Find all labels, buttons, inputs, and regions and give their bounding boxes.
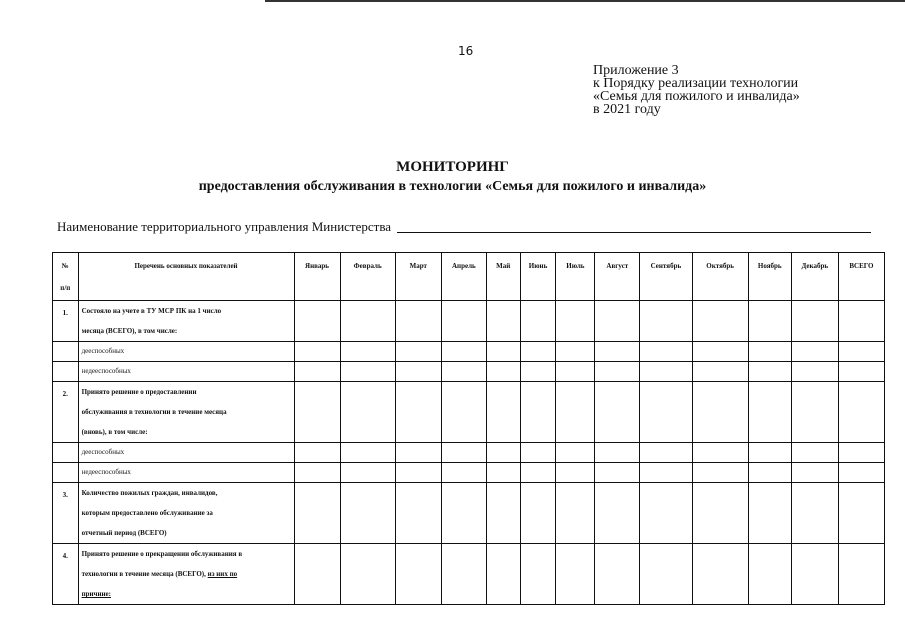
department-fill-line [397, 232, 871, 233]
header-indicator: Перечень основных показателей [78, 253, 294, 301]
header-number-label: п/п [60, 284, 71, 292]
indicator-line: обслуживания в технологии в течение месяца [81, 408, 227, 416]
value-cell[interactable] [340, 362, 395, 382]
indicator-line: Принято решение о прекращении обслуживания в [81, 550, 243, 558]
value-cell[interactable] [441, 544, 486, 605]
value-cell[interactable] [294, 382, 340, 443]
value-cell[interactable] [520, 483, 556, 544]
value-cell[interactable] [556, 463, 595, 483]
department-label: Наименование территориального управления Министерства [57, 219, 392, 234]
indicator-line: (вновь), в том числе: [81, 428, 148, 436]
value-cell[interactable] [486, 443, 520, 463]
value-cell[interactable] [838, 443, 884, 463]
value-cell[interactable] [395, 342, 441, 362]
header-number-sign: № [61, 262, 69, 270]
indicator-line-underlined: причине: [81, 590, 111, 598]
value-cell[interactable] [340, 342, 395, 362]
value-cell[interactable] [441, 463, 486, 483]
monitoring-table [52, 252, 885, 605]
value-cell[interactable] [838, 544, 884, 605]
value-cell[interactable] [441, 301, 486, 342]
table-row [53, 342, 885, 362]
value-cell[interactable] [486, 301, 520, 342]
value-cell[interactable] [441, 362, 486, 382]
table-row [53, 301, 885, 342]
value-cell[interactable] [595, 301, 640, 342]
value-cell[interactable] [395, 443, 441, 463]
value-cell[interactable] [441, 443, 486, 463]
indicator-line: Состояло на учете в ТУ МСР ПК на 1 число [81, 307, 222, 315]
value-cell[interactable] [340, 483, 395, 544]
value-cell[interactable] [340, 443, 395, 463]
value-cell[interactable] [640, 382, 692, 443]
scan-top-edge [265, 0, 905, 2]
value-cell[interactable] [791, 382, 838, 443]
indicator-line: отчетный период (ВСЕГО) [81, 529, 167, 537]
value-cell[interactable] [395, 382, 441, 443]
header-month: Сентябрь [640, 253, 692, 301]
value-cell[interactable] [294, 301, 340, 342]
header-month: Май [486, 253, 520, 301]
value-cell[interactable] [595, 483, 640, 544]
value-cell[interactable] [340, 382, 395, 443]
header-month: Апрель [441, 253, 486, 301]
value-cell[interactable] [838, 483, 884, 544]
value-cell[interactable] [294, 544, 340, 605]
value-cell[interactable] [640, 342, 692, 362]
value-cell[interactable] [294, 463, 340, 483]
value-cell[interactable] [748, 443, 791, 463]
value-cell[interactable] [520, 382, 556, 443]
value-cell[interactable] [395, 362, 441, 382]
value-cell[interactable] [395, 301, 441, 342]
value-cell[interactable] [486, 362, 520, 382]
value-cell[interactable] [395, 483, 441, 544]
row-number [53, 362, 79, 382]
value-cell[interactable] [556, 382, 595, 443]
header-month: Март [395, 253, 441, 301]
header-month: Октябрь [692, 253, 748, 301]
value-cell[interactable] [640, 443, 692, 463]
table-row [53, 463, 885, 483]
value-cell[interactable] [595, 463, 640, 483]
appendix-line: к Порядку реализации технологии [593, 76, 799, 91]
indicator-line: месяца (ВСЕГО), в том числе: [81, 327, 178, 335]
value-cell[interactable] [640, 301, 692, 342]
indicator-sub-cell: недееспособных [78, 463, 294, 483]
value-cell[interactable] [556, 443, 595, 463]
value-cell[interactable] [441, 382, 486, 443]
table-row [53, 362, 885, 382]
appendix-line: в 2021 году [593, 102, 661, 117]
value-cell[interactable] [595, 544, 640, 605]
value-cell[interactable] [748, 342, 791, 362]
value-cell[interactable] [520, 362, 556, 382]
document-subtitle: предоставления обслуживания в технологии «Семья для пожилого и инвалида» [198, 179, 707, 194]
document-title: МОНИТОРИНГ [396, 159, 509, 175]
value-cell[interactable] [441, 342, 486, 362]
value-cell[interactable] [791, 362, 838, 382]
indicator-text: технологии в течение месяца (ВСЕГО), [81, 570, 208, 578]
value-cell[interactable] [748, 483, 791, 544]
value-cell[interactable] [791, 544, 838, 605]
value-cell[interactable] [395, 544, 441, 605]
row-number: 2. [53, 382, 79, 443]
value-cell[interactable] [340, 301, 395, 342]
table-row [53, 382, 885, 443]
value-cell[interactable] [595, 382, 640, 443]
value-cell[interactable] [838, 382, 884, 443]
indicator-cell [78, 483, 294, 544]
value-cell[interactable] [294, 342, 340, 362]
value-cell[interactable] [486, 483, 520, 544]
value-cell[interactable] [748, 544, 791, 605]
value-cell[interactable] [838, 342, 884, 362]
header-month: Ноябрь [748, 253, 791, 301]
indicator-line [82, 564, 291, 584]
value-cell[interactable] [838, 463, 884, 483]
value-cell[interactable] [556, 483, 595, 544]
value-cell[interactable] [340, 463, 395, 483]
value-cell[interactable] [748, 463, 791, 483]
appendix-line: «Семья для пожилого и инвалида» [593, 89, 800, 104]
value-cell[interactable] [692, 362, 748, 382]
row-number: 3. [53, 483, 79, 544]
value-cell[interactable] [441, 483, 486, 544]
appendix-line: Приложение 3 [593, 63, 679, 78]
value-cell[interactable] [520, 342, 556, 362]
value-cell[interactable] [520, 301, 556, 342]
header-month: Июнь [520, 253, 556, 301]
row-number [53, 463, 79, 483]
value-cell[interactable] [595, 342, 640, 362]
value-cell[interactable] [748, 362, 791, 382]
value-cell[interactable] [838, 362, 884, 382]
value-cell[interactable] [486, 544, 520, 605]
table-header-row [53, 253, 885, 301]
indicator-sub-cell: недееспособных [78, 362, 294, 382]
value-cell[interactable] [556, 342, 595, 362]
value-cell[interactable] [692, 483, 748, 544]
value-cell[interactable] [692, 463, 748, 483]
indicator-line: Принято решение о предоставлении [81, 388, 197, 396]
header-month: Январь [294, 253, 340, 301]
header-month: Август [595, 253, 640, 301]
value-cell[interactable] [486, 463, 520, 483]
value-cell[interactable] [294, 443, 340, 463]
row-number [53, 342, 79, 362]
value-cell[interactable] [748, 382, 791, 443]
value-cell[interactable] [294, 483, 340, 544]
row-number: 4. [53, 544, 79, 605]
value-cell[interactable] [791, 301, 838, 342]
header-month: Декабрь [791, 253, 838, 301]
value-cell[interactable] [791, 463, 838, 483]
value-cell[interactable] [556, 362, 595, 382]
value-cell[interactable] [692, 342, 748, 362]
value-cell[interactable] [556, 301, 595, 342]
appendix-block [593, 64, 800, 116]
value-cell[interactable] [486, 382, 520, 443]
header-month: Февраль [340, 253, 395, 301]
page-number: 16 [458, 44, 474, 58]
indicator-sub-cell: дееспособных [78, 342, 294, 362]
value-cell[interactable] [640, 544, 692, 605]
value-cell[interactable] [640, 463, 692, 483]
value-cell[interactable] [748, 301, 791, 342]
value-cell[interactable] [395, 463, 441, 483]
table-row [53, 443, 885, 463]
value-cell[interactable] [692, 544, 748, 605]
value-cell[interactable] [791, 342, 838, 362]
indicator-cell [78, 544, 294, 605]
indicator-line: Количество пожилых граждан, инвалидов, [81, 489, 218, 497]
value-cell[interactable] [520, 463, 556, 483]
value-cell[interactable] [520, 443, 556, 463]
indicator-sub-cell: дееспособных [78, 443, 294, 463]
value-cell[interactable] [791, 483, 838, 544]
value-cell[interactable] [692, 382, 748, 443]
value-cell[interactable] [838, 301, 884, 342]
value-cell[interactable] [595, 443, 640, 463]
header-month: Июль [556, 253, 595, 301]
value-cell[interactable] [340, 544, 395, 605]
header-number [53, 253, 79, 301]
value-cell[interactable] [556, 544, 595, 605]
indicator-text-underlined: из них по [207, 570, 238, 578]
value-cell[interactable] [640, 362, 692, 382]
value-cell[interactable] [486, 342, 520, 362]
value-cell[interactable] [640, 483, 692, 544]
value-cell[interactable] [520, 544, 556, 605]
value-cell[interactable] [692, 301, 748, 342]
table-row [53, 483, 885, 544]
table-row [53, 544, 885, 605]
value-cell[interactable] [595, 362, 640, 382]
value-cell[interactable] [692, 443, 748, 463]
indicator-cell [78, 382, 294, 443]
indicator-cell [78, 301, 294, 342]
value-cell[interactable] [791, 443, 838, 463]
row-number: 1. [53, 301, 79, 342]
row-number [53, 443, 79, 463]
value-cell[interactable] [294, 362, 340, 382]
indicator-line: которым предоставлено обслуживание за [81, 509, 213, 517]
header-total: ВСЕГО [838, 253, 884, 301]
